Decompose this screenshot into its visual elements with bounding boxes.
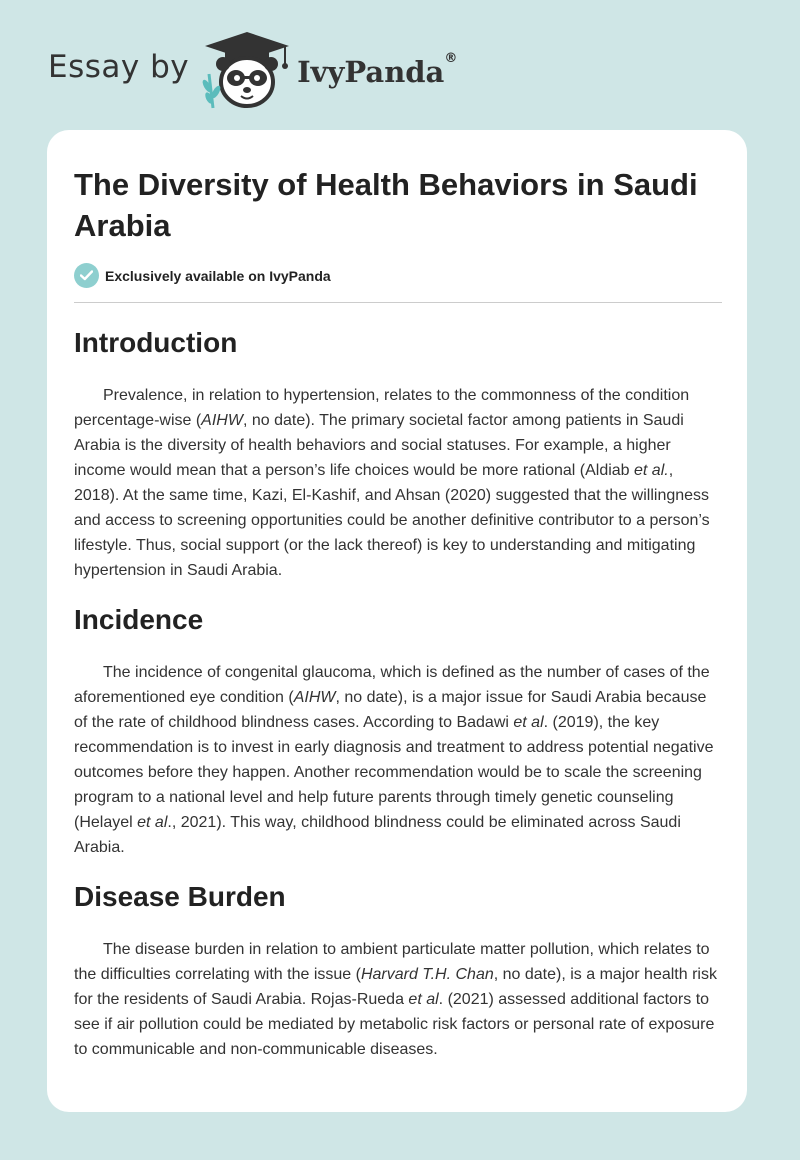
brand-prefix: Essay by: [48, 49, 190, 85]
italic-citation: et al: [513, 714, 544, 731]
section-introduction: [74, 325, 722, 583]
registered-mark: ®: [444, 51, 458, 66]
section-disease-burden: [74, 879, 722, 1062]
panda-logo-icon[interactable]: [201, 30, 293, 110]
section-paragraph: Prevalence, in relation to hypertension, relates to the commonness of the condition percentage-wise (AIHW, no date). The primary societal factor among patients in Saudi Arabia is the diversity of health behaviors and social statuses. For example, a higher income would mean that a person’s life choices would be more rational (Aldiab et al., 2018). At the same time, Kazi, El-Kashif, and Ahsan (2020) suggested that the willingness and access to screening opportunities could be another definitive contributor to a person’s lifestyle. Thus, social support (or the lack thereof) is key to understanding and mitigating hypertension in Saudi Arabia.: [74, 387, 710, 579]
section-incidence: [74, 602, 722, 860]
section-paragraph: The incidence of congenital glaucoma, which is defined as the number of cases of the aforementioned eye condition (AIHW, no date), is a major issue for Saudi Arabia because of the rate of childhood blindness cases. According to Badawi et al. (2019), the key recommendation is to invest in early diagnosis and treatment to address potential negative outcomes before they happen. Another recommendation would be to scale the screening program to a national level and help future parents through timely genetic counseling (Helayel et al., 2021). This way, childhood blindness could be eliminated across Saudi Arabia.: [74, 664, 714, 856]
exclusive-label: Exclusively available on IvyPanda: [105, 267, 331, 284]
italic-citation: et al.: [634, 462, 669, 479]
section-paragraph: The disease burden in relation to ambient particulate matter pollution, which relates to the difficulties correlating with the issue (Harvard T.H. Chan, no date), is a major health risk for the residents of Saudi Arabia. Rojas-Rueda et al. (2021) assessed additional factors to see if air pollution could be mediated by metabolic risk factors or personal rate of exposure to communicable and non-communicable diseases.: [74, 941, 717, 1058]
page-title: The Diversity of Health Behaviors in Saudi Arabia: [74, 167, 698, 243]
brand-name[interactable]: IvyPanda®: [297, 51, 458, 89]
essay-card: [47, 130, 747, 1112]
italic-citation: AIHW: [201, 412, 243, 429]
divider: [74, 302, 722, 303]
section-heading: Disease Burden: [74, 881, 286, 912]
italic-citation: Harvard T.H. Chan: [360, 966, 494, 983]
exclusive-badge: [74, 263, 331, 288]
italic-citation: et al: [137, 814, 168, 831]
site-header: [48, 30, 457, 110]
italic-citation: AIHW: [293, 689, 336, 706]
section-heading: Incidence: [74, 604, 204, 635]
check-icon: [74, 263, 99, 288]
section-heading: Introduction: [74, 327, 238, 358]
italic-citation: et al: [408, 991, 439, 1008]
